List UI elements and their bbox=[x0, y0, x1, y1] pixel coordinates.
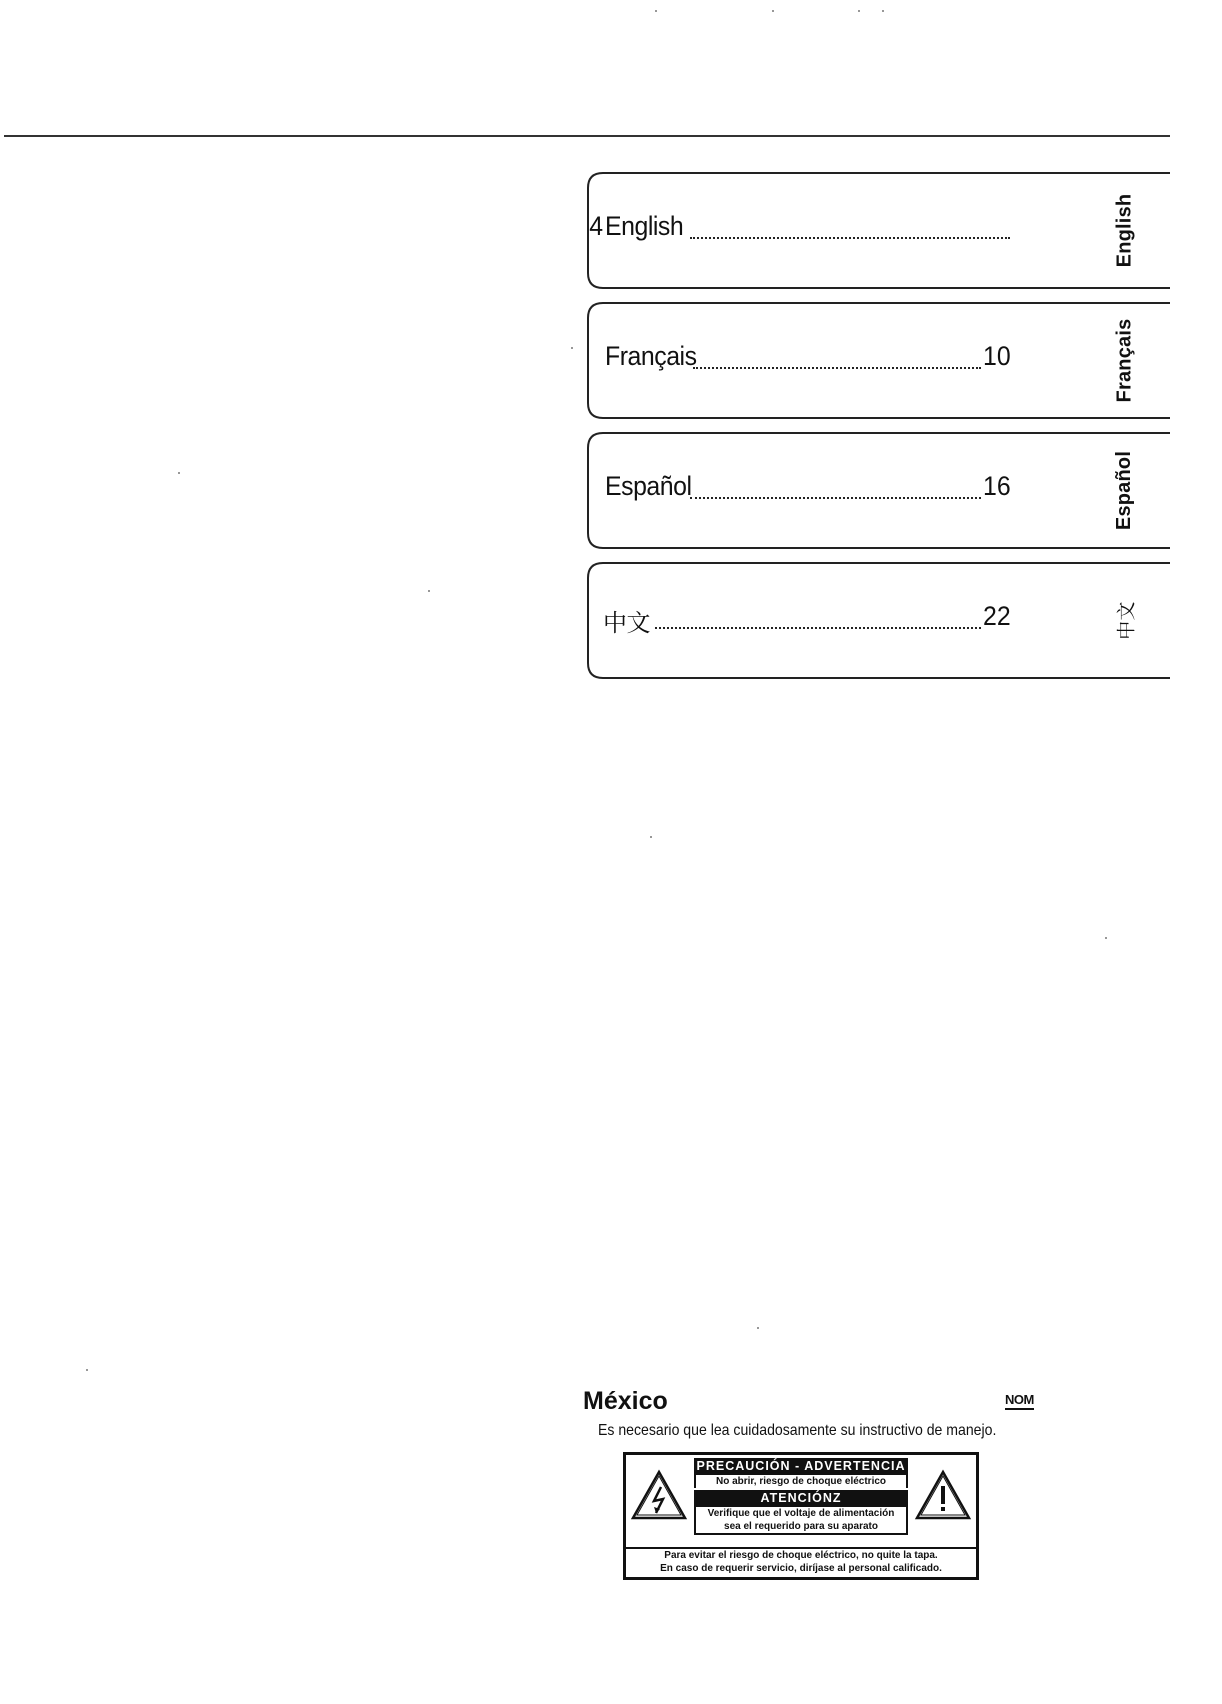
scan-speck bbox=[655, 10, 657, 12]
warning-bottom-line: Para evitar el riesgo de choque eléctrico, no quite la tapa. bbox=[664, 1550, 938, 1561]
toc-page-number: 10 bbox=[983, 341, 1011, 371]
warning-line: sea el requerido para su aparato bbox=[694, 1520, 908, 1535]
side-tab-label: Français bbox=[1113, 318, 1136, 403]
scan-speck bbox=[178, 472, 180, 474]
lightning-warning-icon bbox=[630, 1469, 688, 1521]
toc-tab-francais[interactable] bbox=[585, 301, 1170, 420]
warning-line: Verifique que el voltaje de alimentación bbox=[694, 1507, 908, 1520]
exclamation-warning-icon bbox=[914, 1469, 972, 1521]
side-tab-label: Español bbox=[1113, 450, 1136, 531]
warning-bottom-line: En caso de requerir servicio, diríjase al personal calificado. bbox=[660, 1563, 942, 1574]
warning-text-block bbox=[694, 1455, 908, 1547]
scan-speck bbox=[571, 347, 573, 349]
toc-leader bbox=[690, 497, 981, 499]
toc-tab-chinese[interactable] bbox=[585, 561, 1170, 680]
scan-speck bbox=[882, 10, 884, 12]
toc-page-number: 22 bbox=[983, 601, 1011, 631]
side-tab-label: English bbox=[1113, 193, 1136, 268]
scan-speck bbox=[1105, 937, 1107, 939]
toc-label: English bbox=[605, 211, 684, 241]
header-rule bbox=[4, 135, 1170, 137]
warning-bottom-text bbox=[626, 1549, 976, 1575]
warning-top-section bbox=[626, 1455, 976, 1549]
toc-leader bbox=[655, 627, 981, 629]
scan-speck bbox=[650, 836, 652, 838]
warning-heading-2: ATENCIÓNZ bbox=[694, 1490, 908, 1507]
toc-leader bbox=[693, 367, 981, 369]
scan-speck bbox=[757, 1327, 759, 1329]
scan-speck bbox=[428, 590, 430, 592]
toc-label: Español bbox=[605, 471, 692, 501]
electric-shock-warning-label bbox=[623, 1452, 979, 1580]
toc-tab-english[interactable] bbox=[585, 171, 1170, 290]
mexico-note: Es necesario que lea cuidadosamente su instructivo de manejo. bbox=[598, 1422, 997, 1439]
scan-speck bbox=[86, 1369, 88, 1371]
mexico-heading: México bbox=[583, 1387, 668, 1415]
warning-heading: PRECAUCIÓN - ADVERTENCIA bbox=[694, 1458, 908, 1475]
side-tab-label: 中文 bbox=[1115, 601, 1138, 640]
toc-leader bbox=[690, 237, 1010, 239]
toc-tab-espanol[interactable] bbox=[585, 431, 1170, 550]
tab-frame bbox=[585, 561, 1170, 680]
toc-page-number: 4 bbox=[589, 211, 603, 241]
toc-label: Français bbox=[605, 341, 697, 371]
nom-logo: NOM bbox=[1005, 1392, 1034, 1410]
warning-line: No abrir, riesgo de choque eléctrico bbox=[694, 1475, 908, 1488]
scan-speck bbox=[858, 10, 860, 12]
toc-label: 中文 bbox=[603, 609, 650, 637]
toc-page-number: 16 bbox=[983, 471, 1011, 501]
scan-speck bbox=[772, 10, 774, 12]
